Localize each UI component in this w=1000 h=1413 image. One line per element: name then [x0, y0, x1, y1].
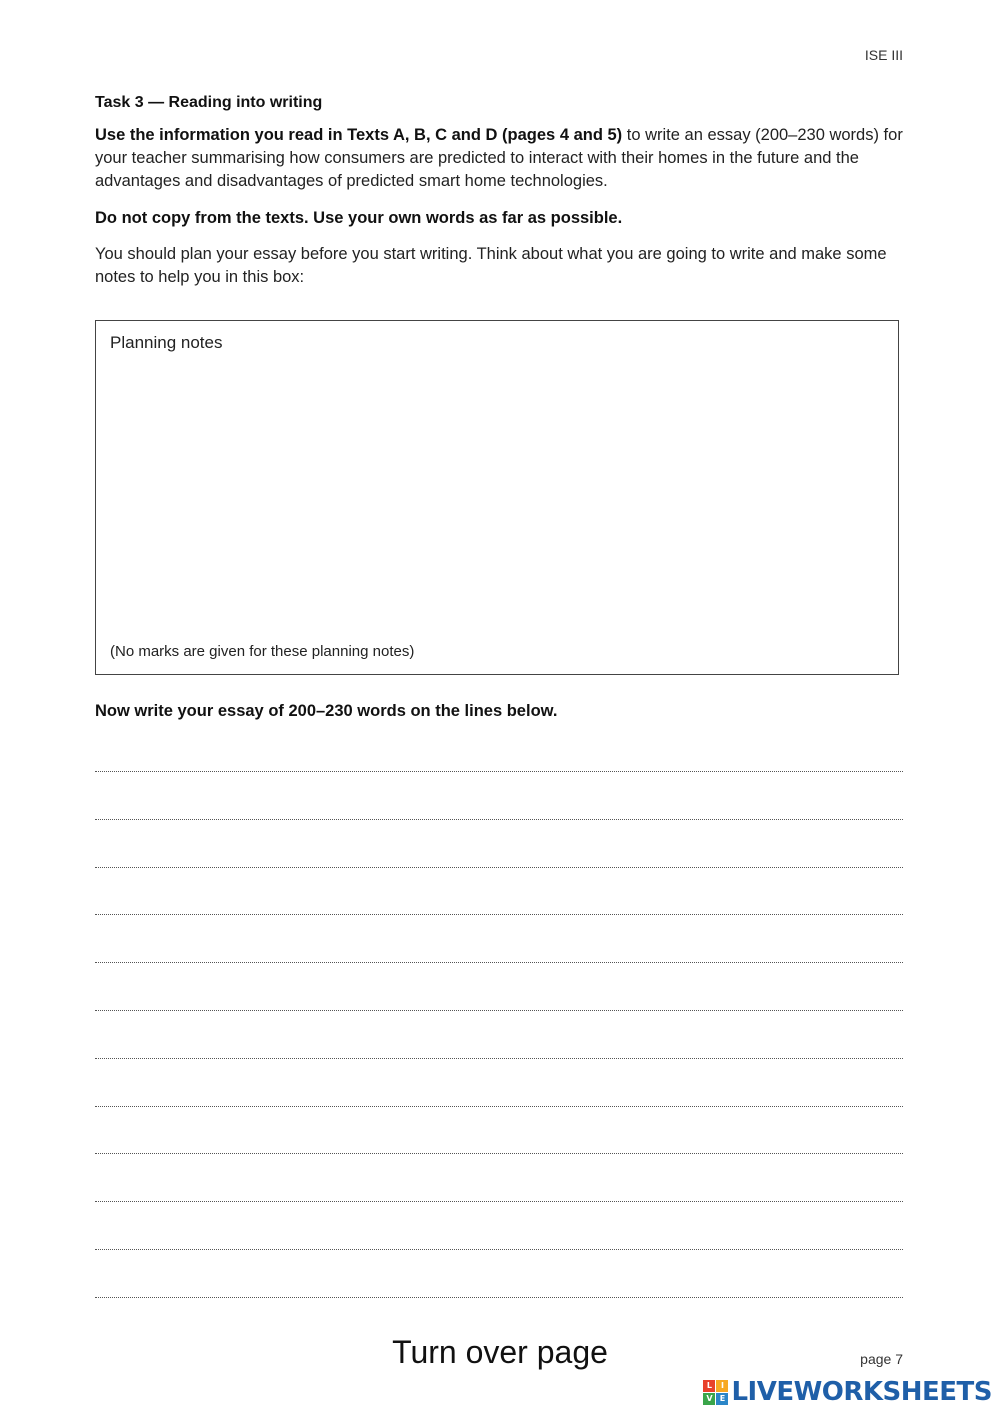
- planning-notes-title: Planning notes: [110, 333, 223, 352]
- essay-line[interactable]: [95, 1297, 903, 1298]
- essay-line[interactable]: [95, 1106, 903, 1107]
- logo-letter: V: [703, 1393, 715, 1405]
- essay-line[interactable]: [95, 1249, 903, 1250]
- task-instruction: [95, 124, 905, 193]
- no-copy-warning: Do not copy from the texts. Use your own words as far as possible.: [95, 209, 623, 227]
- plan-advice: You should plan your essay before you start writing. Think about what you are going to write and make some notes to help you in this box:: [95, 245, 887, 286]
- essay-instruction: Now write your essay of 200–230 words on the lines below.: [95, 702, 558, 720]
- essay-line[interactable]: [95, 1201, 903, 1202]
- essay-line[interactable]: [95, 867, 903, 868]
- essay-line[interactable]: [95, 962, 903, 963]
- task-instruction-lead: Use the information you read in Texts A, B, C and D (pages 4 and 5): [95, 126, 623, 144]
- essay-line[interactable]: [95, 1153, 903, 1154]
- brand-name: LIVEWORKSHEETS: [731, 1377, 992, 1407]
- task-title: Task 3 — Reading into writing: [95, 94, 323, 111]
- logo-letter: E: [716, 1393, 728, 1405]
- liveworksheets-logo-icon: [703, 1380, 728, 1405]
- essay-line[interactable]: [95, 1058, 903, 1059]
- turn-over-label: Turn over page: [392, 1334, 608, 1370]
- planning-notes-box[interactable]: [95, 320, 899, 675]
- essay-line[interactable]: [95, 771, 903, 772]
- task-instruction-rest: to write an essay (200–230 words) for your teacher summarising how consumers are predicted to interact with their homes in the future and the advantages and disadvantages of predicted smart home technologies.: [95, 126, 903, 190]
- exam-code: ISE III: [864, 47, 903, 63]
- essay-line[interactable]: [95, 819, 903, 820]
- essay-line[interactable]: [95, 1010, 903, 1011]
- page-number: page 7: [860, 1351, 903, 1367]
- planning-notes-disclaimer: (No marks are given for these planning notes): [110, 643, 415, 660]
- liveworksheets-brand[interactable]: [703, 1377, 992, 1407]
- logo-letter: L: [703, 1380, 715, 1392]
- logo-letter: I: [716, 1380, 728, 1392]
- essay-line[interactable]: [95, 914, 903, 915]
